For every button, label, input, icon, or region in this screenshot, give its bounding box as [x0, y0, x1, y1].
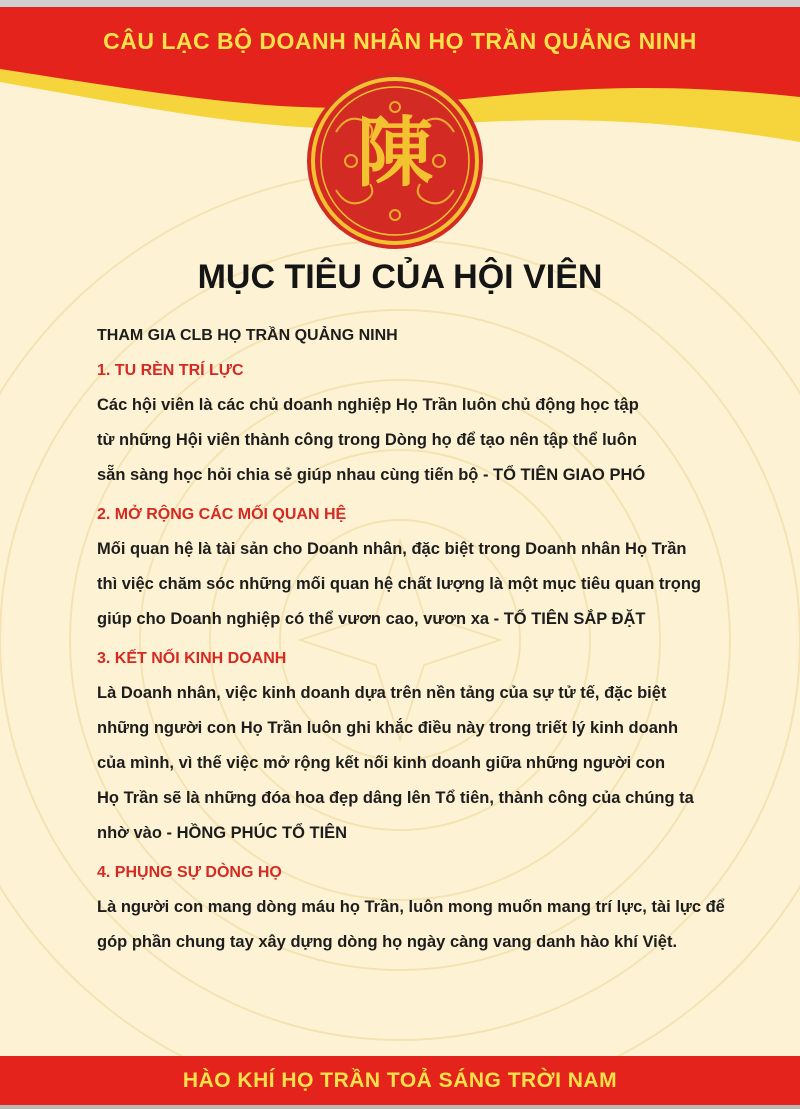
section-paragraph [97, 388, 787, 493]
text-line: từ những Hội viên thành công trong Dòng họ để tạo nên tập thể luôn [97, 431, 637, 449]
page-title: MỤC TIÊU CỦA HỘI VIÊN [197, 258, 603, 296]
subtitle: THAM GIA CLB HỌ TRẦN QUẢNG NINH [97, 327, 398, 344]
content-body [97, 323, 787, 960]
section-4 [97, 860, 787, 960]
section-2 [97, 502, 787, 637]
bottom-edge [0, 1105, 800, 1109]
text-line: nhờ vào - HỒNG PHÚC TỔ TIÊN [97, 824, 348, 842]
text-line: góp phần chung tay xây dựng dòng họ ngày càng vang danh hào khí Việt. [97, 933, 678, 951]
section-heading: 1. TU RÈN TRÍ LỰC [97, 362, 244, 379]
text-line: Các hội viên là các chủ doanh nghiệp Họ Trần luôn chủ động học tập [97, 396, 639, 414]
section-heading: 3. KẾT NỐI KINH DOANH [97, 650, 287, 667]
text-line: Họ Trần sẽ là những đóa hoa đẹp dâng lên Tổ tiên, thành công của chúng ta [97, 789, 694, 807]
text-line: thì việc chăm sóc những mối quan hệ chất lượng là một mục tiêu quan trọng [97, 575, 702, 593]
text-line: sẵn sàng học hỏi chia sẻ giúp nhau cùng tiến bộ - TỔ TIÊN GIAO PHÓ [97, 466, 646, 484]
footer-slogan: HÀO KHÍ HỌ TRẦN TOẢ SÁNG TRỜI NAM [0, 1056, 800, 1105]
club-name: CÂU LẠC BỘ DOANH NHÂN HỌ TRẦN QUẢNG NINH [103, 28, 697, 54]
text-line: Là Doanh nhân, việc kinh doanh dựa trên nền tảng của sự tử tế, đặc biệt [97, 684, 667, 702]
text-line: Là người con mang dòng máu họ Trần, luôn mong muốn mang trí lực, tài lực để [97, 898, 725, 916]
section-heading: 2. MỞ RỘNG CÁC MỐI QUAN HỆ [97, 506, 347, 523]
seal-character: 陳 [357, 108, 433, 197]
text-line: của mình, vì thế việc mở rộng kết nối kinh doanh giữa những người con [97, 754, 666, 772]
section-heading: 4. PHỤNG SỰ DÒNG HỌ [97, 864, 282, 881]
section-3 [97, 646, 787, 851]
text-line: Mối quan hệ là tài sản cho Doanh nhân, đặc biệt trong Doanh nhân Họ Trần [97, 540, 687, 558]
section-paragraph [97, 890, 787, 960]
section-paragraph [97, 676, 787, 851]
text-line: giúp cho Doanh nghiệp có thể vươn cao, vươn xa - TỔ TIÊN SẮP ĐẶT [97, 610, 646, 628]
section-1 [97, 358, 787, 493]
section-paragraph [97, 532, 787, 637]
text-line: những người con Họ Trần luôn ghi khắc điều này trong triết lý kinh doanh [97, 719, 679, 737]
